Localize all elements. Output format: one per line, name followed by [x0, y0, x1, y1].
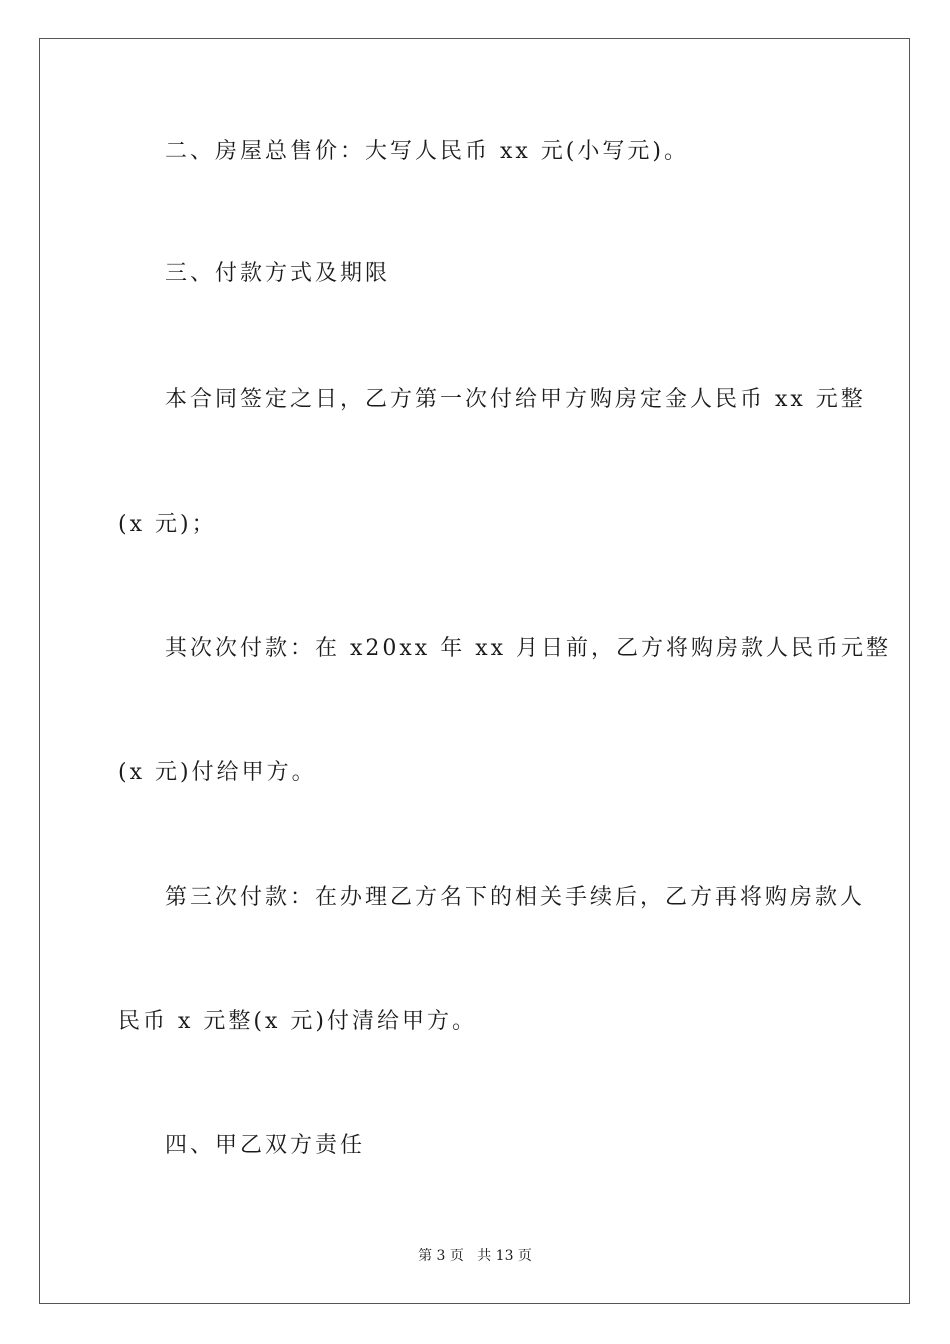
paragraph-second-payment: 其次次付款：在 x20xx 年 xx 月日前，乙方将购房款人民币元整 [165, 636, 892, 661]
paragraph-first-payment-cont: (x 元)； [118, 512, 217, 537]
section-heading-price: 二、房屋总售价：大写人民币 xx 元(小写元)。 [165, 139, 689, 164]
paragraph-first-payment: 本合同签定之日，乙方第一次付给甲方购房定金人民币 xx 元整 [165, 387, 866, 412]
section-heading-payment: 三、付款方式及期限 [165, 261, 391, 286]
paragraph-third-payment: 第三次付款：在办理乙方名下的相关手续后，乙方再将购房款人 [165, 885, 866, 910]
paragraph-third-payment-cont: 民币 x 元整(x 元)付清给甲方。 [118, 1009, 477, 1034]
paragraph-second-payment-cont: (x 元)付给甲方。 [118, 760, 317, 785]
page-border [39, 38, 910, 1304]
page-number-footer: 第 3 页 共 13 页 [418, 1248, 532, 1264]
section-heading-responsibilities: 四、甲乙双方责任 [165, 1133, 366, 1158]
